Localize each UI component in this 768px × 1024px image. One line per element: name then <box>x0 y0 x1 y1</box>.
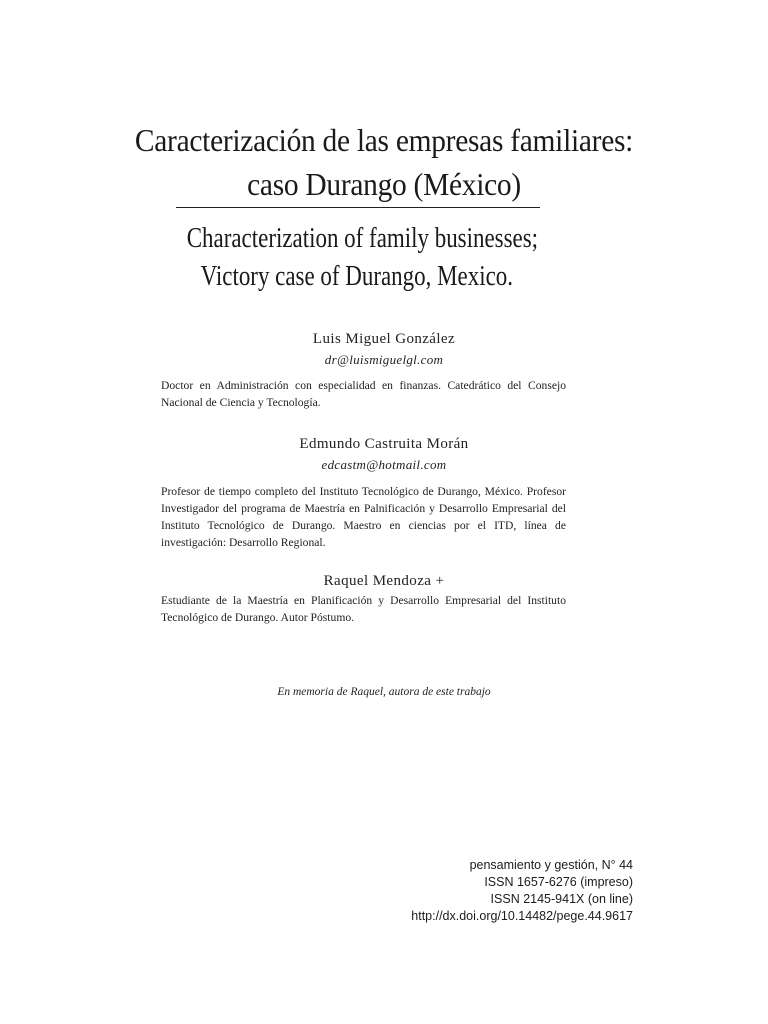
title-english-line-2: Victory case of Durango, Mexico. <box>200 261 513 292</box>
author-bio: Doctor en Administración con especialidad en finanzas. Catedrático del Consejo Nacional de Ciencia y Tecnología. <box>161 379 566 409</box>
issn-print: ISSN 1657-6276 (impreso) <box>484 875 633 889</box>
author-name: Raquel Mendoza + <box>323 573 445 589</box>
dedication: En memoria de Raquel, autora de este trabajo <box>277 686 491 698</box>
author-bio: Estudiante de la Maestría en Planificación y Desarrollo Empresarial del Instituto Tecnológico de Durango. Autor Póstumo. <box>161 594 566 624</box>
author-name: Luis Miguel González <box>312 331 456 347</box>
title-english-line-1: Characterization of family businesses; <box>186 223 539 254</box>
author-bio: Profesor de tiempo completo del Instituto Tecnológico de Durango, México. Profesor Investigador del programa de Maestría en Palnificación y Desarrollo Empresarial del Instituto Tecnológico de Durango. Maestro en ciencias por el ITD, línea de investigación: Desarrollo Regional. <box>161 485 566 549</box>
author-email[interactable]: edcastm@hotmail.com <box>321 457 447 472</box>
title-spanish-line-1: Caracterización de las empresas familiares: <box>134 122 634 158</box>
title-spanish-line-2: caso Durango (México) <box>247 166 521 202</box>
issn-online: ISSN 2145-941X (on line) <box>490 892 633 906</box>
author-name: Edmundo Castruita Morán <box>299 436 469 452</box>
journal-info <box>411 857 633 925</box>
author-email[interactable]: dr@luismiguelgl.com <box>324 352 444 367</box>
title-spanish <box>86 118 682 206</box>
title-english <box>140 220 539 296</box>
doi-link[interactable]: http://dx.doi.org/10.14482/pege.44.9617 <box>411 909 633 923</box>
title-divider <box>176 207 540 208</box>
journal-name: pensamiento y gestión, N° 44 <box>469 858 633 872</box>
